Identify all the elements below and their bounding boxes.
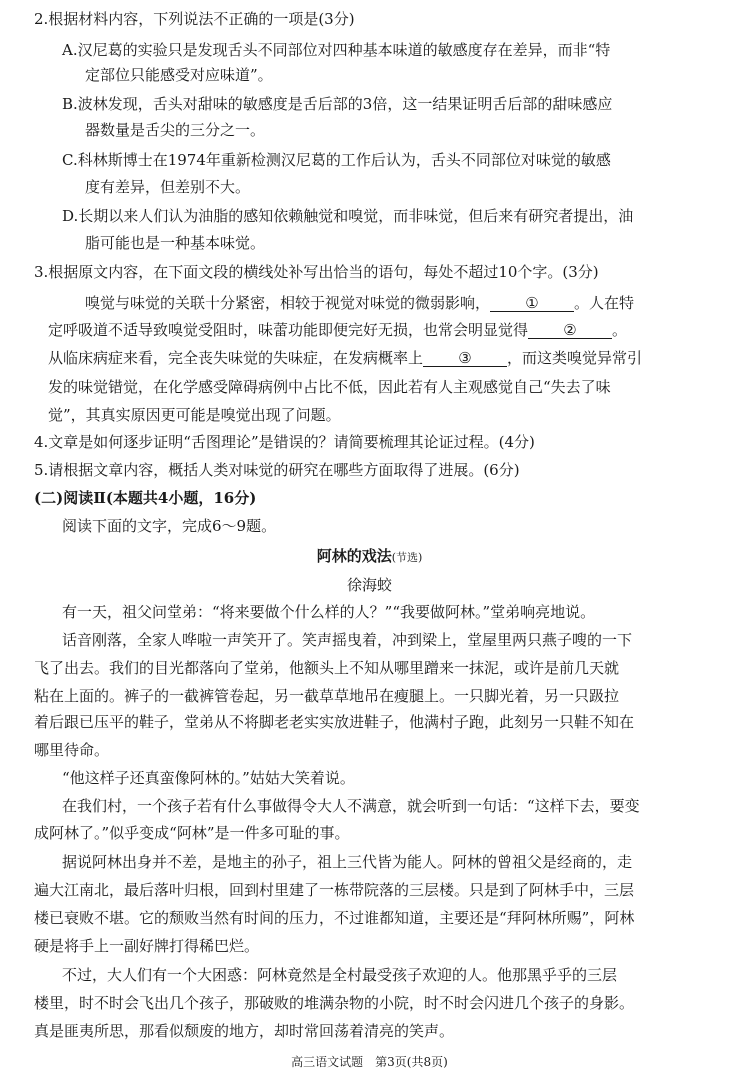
- story-title-text: 阿林的戏法: [316, 547, 392, 565]
- story-p2-line2: 飞了出去。我们的目光都落向了堂弟，他额头上不知从哪里蹭来一抹泥，或许是前几天就: [34, 659, 620, 677]
- story-author: 徐海蛟: [346, 576, 392, 594]
- story-title-note: (节选): [391, 551, 423, 564]
- q3-text: ，而这类嗅觉异常引: [507, 349, 643, 367]
- q3-text: 从临床病症来看，完全丧失味觉的失味症，在发病概率上: [48, 349, 424, 367]
- option-a-line1: A.汉尼葛的实验只是发现舌头不同部位对四种基本味道的敏感度存在差异，而非“特: [62, 41, 611, 59]
- story-p5-line3: 楼已衰败不堪。它的颓败当然有时间的压力，不过谁都知道，主要还是“拜阿林所赐”，阿林: [34, 909, 635, 927]
- q3-text: 定呼吸道不适导致嗅觉受阻时，味蕾功能即便完好无损，也常会明显觉得: [48, 321, 529, 339]
- q3-passage-line1: [85, 293, 739, 313]
- question-3-stem: 3.根据原文内容，在下面文段的横线处补写出恰当的语句，每处不超过10个字。(3分): [34, 263, 599, 281]
- story-p2-line3: 粘在上面的。裤子的一截裤管卷起，另一截草草地吊在瘦腿上。一只脚光着，另一只趿拉: [34, 687, 620, 705]
- story-p5-line1: 据说阿林出身并不差，是地主的孙子，祖上三代皆为能人。阿林的曾祖父是经商的，走: [62, 853, 633, 871]
- question-5: 5.请根据文章内容，概括人类对味觉的研究在哪些方面取得了进展。(6分): [34, 461, 520, 479]
- q3-passage-line5: 觉”，其真实原因更可能是嗅觉出现了问题。: [48, 406, 341, 424]
- story-p4-line1: 在我们村，一个孩子若有什么事做得令大人不满意，就会听到一句话：“这样下去，要变: [62, 797, 640, 815]
- section-instruction: 阅读下面的文字，完成6～9题。: [62, 517, 277, 535]
- option-d-line2: 脂可能也是一种基本味觉。: [85, 234, 266, 252]
- story-title: [0, 546, 739, 568]
- page-footer: 高三语文试题 第3页(共8页): [291, 1055, 448, 1069]
- story-p3-line1: “他这样子还真蛮像阿林的。”姑姑大笑着说。: [62, 769, 355, 787]
- option-c-line1: C.科林斯博士在1974年重新检测汉尼葛的工作后认为，舌头不同部位对味觉的敏感: [62, 151, 611, 169]
- answer-blank-1[interactable]: ①: [490, 295, 574, 312]
- option-b-line1: B.波林发现，舌头对甜味的敏感度是舌后部的3倍，这一结果证明舌后部的甜味感应: [62, 95, 613, 113]
- q3-passage-line2: [48, 320, 739, 340]
- answer-blank-2[interactable]: ②: [528, 322, 612, 339]
- option-c-line2: 度有差异，但差别不大。: [85, 178, 251, 196]
- story-p6-line1: 不过，大人们有一个大困惑：阿林竟然是全村最受孩子欢迎的人。他那黑乎乎的三层: [62, 966, 618, 984]
- story-p2-line1: 话音刚落，全家人哗啦一声笑开了。笑声摇曳着，冲到梁上，堂屋里两只燕子嗖的一下: [62, 631, 633, 649]
- story-p5-line2: 遍大江南北，最后落叶归根，回到村里建了一栋带院落的三层楼。只是到了阿林手中，三层: [34, 881, 635, 899]
- question-2-stem: 2.根据材料内容，下列说法不正确的一项是(3分): [34, 10, 355, 28]
- q3-passage-line3: [48, 348, 739, 368]
- question-4: 4.文章是如何逐步证明“舌图理论”是错误的？请简要梳理其论证过程。(4分): [34, 433, 535, 451]
- story-p2-line5: 哪里待命。: [34, 741, 110, 759]
- section-heading: (二)阅读Ⅱ(本题共4小题，16分): [34, 489, 257, 507]
- option-a-line2: 定部位只能感受对应味道”。: [85, 66, 273, 84]
- answer-blank-3[interactable]: ③: [423, 350, 507, 367]
- story-p6-line3: 真是匪夷所思，那看似颓废的地方，却时常回荡着清亮的笑声。: [34, 1022, 455, 1040]
- story-p6-line2: 楼里，时不时会飞出几个孩子，那破败的堆满杂物的小院，时不时会闪进几个孩子的身影。: [34, 994, 635, 1012]
- story-p1-line1: 有一天，祖父问堂弟：“将来要做个什么样的人？”“我要做阿林。”堂弟响亮地说。: [62, 603, 596, 621]
- q3-text: 。: [612, 321, 628, 339]
- option-b-line2: 器数量是舌尖的三分之一。: [85, 121, 266, 139]
- story-p2-line4: 着后跟已压平的鞋子，堂弟从不将脚老老实实放进鞋子，他满村子跑，此刻另一只鞋不知在: [34, 713, 635, 731]
- q3-text: 。人在特: [574, 294, 635, 312]
- story-p4-line2: 成阿林了。”似乎变成“阿林”是一件多可耻的事。: [34, 824, 350, 842]
- option-d-line1: D.长期以来人们认为油脂的感知依赖触觉和嗅觉，而非味觉，但后来有研究者提出，油: [62, 207, 634, 225]
- story-p5-line4: 硬是将手上一副好牌打得稀巴烂。: [34, 937, 260, 955]
- q3-text: 嗅觉与味觉的关联十分紧密，相较于视觉对味觉的微弱影响，: [85, 294, 491, 312]
- q3-passage-line4: 发的味觉错觉，在化学感受障碍病例中占比不低，因此若有人主观感觉自己“失去了味: [48, 378, 611, 396]
